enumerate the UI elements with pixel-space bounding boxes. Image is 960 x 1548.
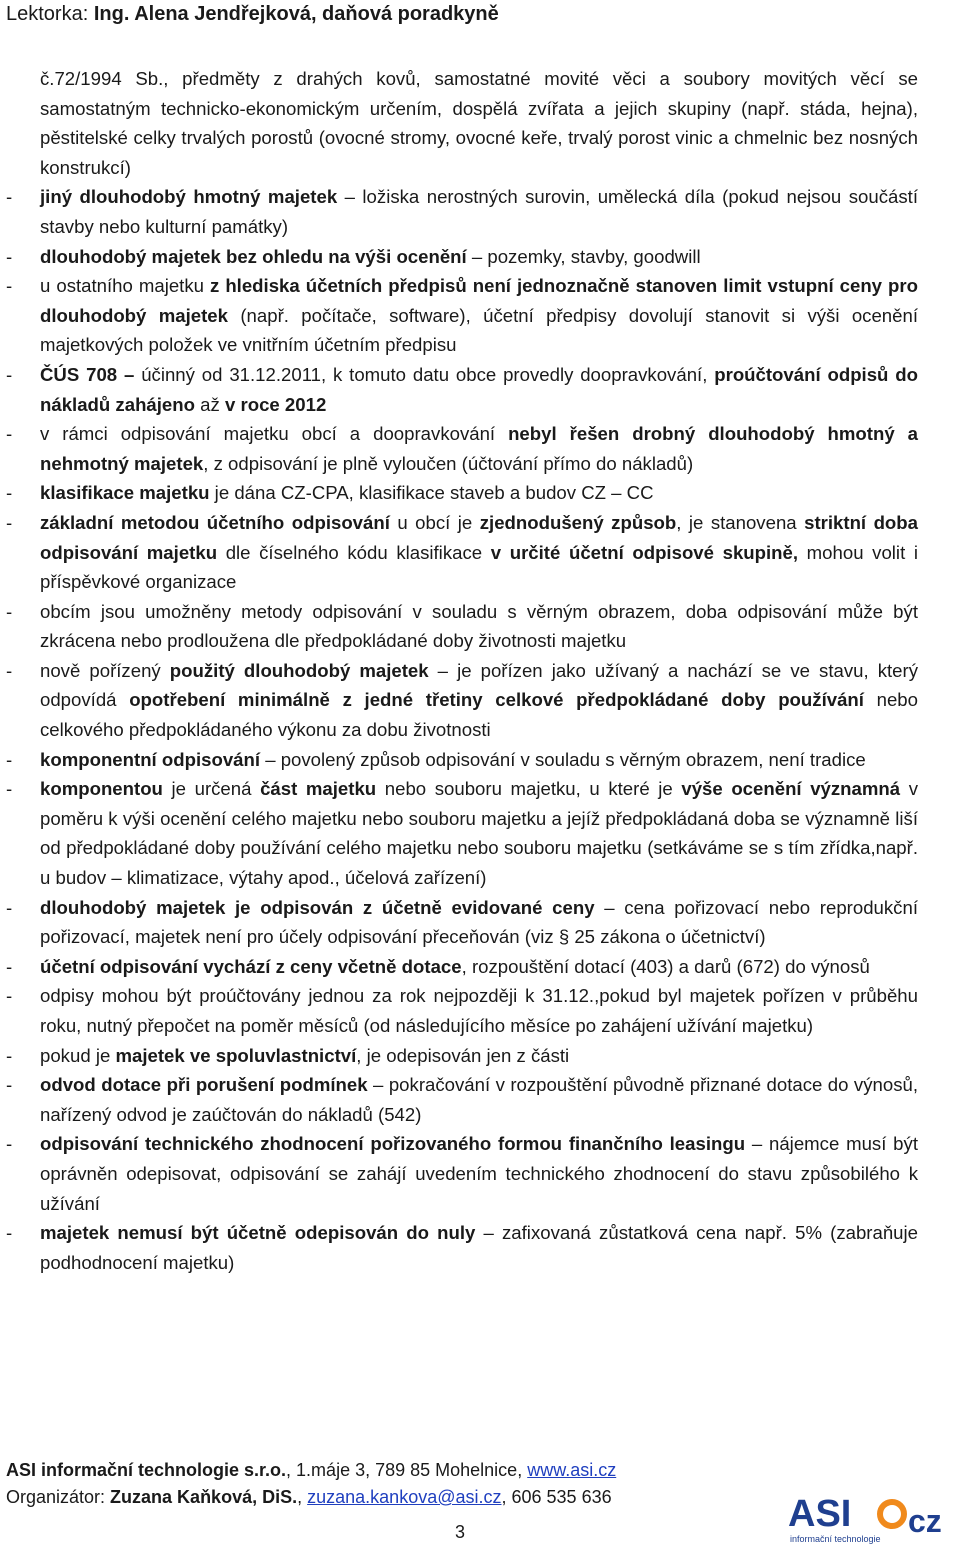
list-item xyxy=(0,745,918,775)
logo-ring-icon xyxy=(880,1502,904,1526)
list-item xyxy=(0,182,918,241)
list-item xyxy=(0,656,918,745)
list-item-text-run: nově pořízený xyxy=(40,659,170,681)
list-item-bold-run: z hlediska účetních předpisů není jednoznačně stanoven limit vstupní ceny pro dlouhodobý majetek xyxy=(40,275,918,326)
list-item-bold-run: striktní doba odpisování majetku xyxy=(40,511,918,563)
list-item-text-run: – je pořízen jako užívaný a nachází se ve stavu, který odpovídá xyxy=(40,659,918,711)
list-item-text-run: až xyxy=(195,393,225,415)
list-item-text-run: dle číselného kódu klasifikace xyxy=(217,541,491,563)
list-item-text-run: nebo souboru majetku, u které je xyxy=(376,778,682,800)
list-item xyxy=(0,1218,918,1277)
list-item-bold-run: ČÚS 708 – xyxy=(40,363,142,385)
list-item-text-run: – nájemce musí být oprávněn odepisovat, odpisování se zahájí uvedením technického zhodnocení do stavu způsobilého k užívání xyxy=(40,1133,918,1214)
list-item-bold-run: základní metodou účetního odpisování xyxy=(40,511,390,533)
list-item-text-run: účinný od 31.12.2011, k tomuto datu obce provedly doopravkování, xyxy=(141,363,715,385)
organizer-name: Zuzana Kaňková, DiS. xyxy=(110,1487,298,1507)
list-item-bold-run: použitý dlouhodobý majetek xyxy=(169,659,429,681)
list-item xyxy=(0,1129,918,1218)
footer-line-organizer xyxy=(6,1484,616,1511)
list-item xyxy=(0,1041,918,1071)
logo-text-cz: cz xyxy=(908,1503,942,1539)
list-item xyxy=(0,952,918,982)
list-item-bold-run: dlouhodobý majetek je odpisován z účetně evidované ceny xyxy=(40,896,595,918)
page-number: 3 xyxy=(455,1522,466,1542)
company-address: , 1.máje 3, 789 85 Mohelnice, xyxy=(286,1460,528,1480)
list-item-bold-run: účetní odpisování vychází z ceny včetně dotace xyxy=(40,955,462,977)
list-item-bold-run: majetek nemusí být účetně odepisován do nuly xyxy=(40,1222,476,1244)
page-footer xyxy=(6,1457,616,1511)
list-item-text-run: mohou volit i příspěvkové organizace xyxy=(40,541,918,593)
list-item-text-run: v poměru k výši ocenění celého majetku nebo souboru majetku a jejíž předpokládaná doba se významně liší od předpokládané doby používání celého majetku nebo souboru majetku (setkáváme se s tím zřídka,např. u budov – klimatizace, výtahy apod., účelová zařízení) xyxy=(40,778,919,889)
list-item-bold-run: komponentní odpisování xyxy=(40,748,261,770)
document-body xyxy=(0,64,960,1277)
list-item-text-run: – cena pořizovací nebo reprodukční pořizovací, majetek není pro účely odpisování přeceňován (viz § 25 zákona o účetnictví) xyxy=(40,896,918,948)
logo-tagline: informační technologie xyxy=(790,1534,881,1544)
list-item xyxy=(0,893,918,952)
page-header xyxy=(6,2,499,26)
list-item-bold-run: proúčtování odpisů do nákladů zahájeno xyxy=(40,363,918,415)
list-item-bold-run: majetek ve spoluvlastnictví xyxy=(115,1044,357,1066)
list-item-bold-run: výše ocenění významná xyxy=(681,778,901,800)
list-item-text-run: pokud je xyxy=(40,1044,116,1066)
organizer-label: Organizátor: xyxy=(6,1487,111,1507)
list-item-bold-run: v roce 2012 xyxy=(224,393,327,415)
list-item-text-run: , rozpouštění dotací (403) a darů (672) do výnosů xyxy=(461,955,870,977)
list-item xyxy=(0,242,918,272)
list-item xyxy=(0,774,918,892)
list-item-bold-run: opotřebení minimálně z jedné třetiny celkové předpokládané doby používání xyxy=(129,689,864,711)
list-item-text-run: , z odpisování je plně vyloučen (účtování přímo do nákladů) xyxy=(203,452,694,474)
organizer-phone: , 606 535 636 xyxy=(501,1487,612,1507)
list-item-text-run: , je stanovena xyxy=(676,511,805,533)
organizer-sep: , xyxy=(297,1487,308,1507)
list-item-bold-run: jiný dlouhodobý hmotný majetek xyxy=(40,186,338,208)
intro-paragraph: č.72/1994 Sb., předměty z drahých kovů, samostatné movité věci a soubory movitých věcí se samostatným technicko-ekonomickým určením, dospělá zvířata a jejich skupiny (např. stáda, hejna), pěstitelské celky trvalých porostů (ovocné stromy, ovocné keře, trvalý porost vinic a chmelnic bez nosných konstrukcí) xyxy=(40,68,918,178)
list-item-bold-run: v určité účetní odpisové skupině, xyxy=(490,541,799,563)
asi-logo xyxy=(786,1488,958,1546)
list-item-text-run: – zafixovaná zůstatková cena např. 5% (zabraňuje podhodnocení majetku) xyxy=(40,1222,918,1273)
list-item-text-run: obcím jsou umožněny metody odpisování v souladu s věrným obrazem, doba odpisování může být zkrácena nebo prodloužena dle předpokládané doby životnosti majetku xyxy=(40,600,918,652)
list-item xyxy=(0,508,918,597)
list-item xyxy=(0,597,918,656)
list-item-bold-run: zjednodušený způsob xyxy=(479,511,677,533)
list-item-bold-run: klasifikace majetku xyxy=(40,482,210,504)
list-item xyxy=(0,360,918,419)
list-item-text-run: v rámci odpisování majetku obcí a doopravkování xyxy=(40,423,509,445)
list-item-text-run: , je odepisován jen z části xyxy=(356,1044,570,1066)
list-item-bold-run: dlouhodobý majetek bez ohledu na výši ocenění xyxy=(40,245,467,267)
lecturer-name: Ing. Alena Jendřejková, daňová poradkyně xyxy=(93,3,499,25)
list-item xyxy=(0,478,918,508)
organizer-email-link[interactable]: zuzana.kankova@asi.cz xyxy=(307,1487,502,1507)
list-item-text-run: – pozemky, stavby, goodwill xyxy=(466,245,701,267)
company-name: ASI informační technologie s.r.o. xyxy=(6,1460,287,1480)
bullet-list xyxy=(0,182,960,1277)
list-item-text-run: je určená xyxy=(162,778,261,800)
list-item xyxy=(0,1070,918,1129)
list-item-text-run: – pokračování v rozpouštění původně přiznané dotace do výnosů, nařízený odvod je zaúčtován do nákladů (542) xyxy=(40,1074,919,1125)
list-item-bold-run: odvod dotace při porušení podmínek xyxy=(40,1074,368,1096)
list-item-text-run: – ložiska nerostných surovin, umělecká díla (pokud nejsou součástí stavby nebo kulturní památky) xyxy=(40,186,918,237)
list-item-bold-run: část majetku xyxy=(260,778,377,800)
list-item-text-run: nebo celkového předpokládaného výkonu za dobu životnosti xyxy=(40,689,918,741)
list-item-text-run: odpisy mohou být proúčtovány jednou za rok nejpozději k 31.12.,pokud byl majetek pořízen v průběhu roku, nutný přepočet na poměr měsíců (od následujícího měsíce po zahájení užívání majetku) xyxy=(40,985,918,1036)
list-item-bold-run: komponentou xyxy=(40,778,163,800)
list-item xyxy=(0,419,918,478)
list-item xyxy=(0,271,918,360)
list-item-text-run: – povolený způsob odpisování v souladu s věrným obrazem, není tradice xyxy=(260,748,866,770)
list-item-bold-run: odpisování technického zhodnocení pořizovaného formou finančního leasingu xyxy=(40,1133,746,1155)
company-website-link[interactable]: www.asi.cz xyxy=(527,1460,617,1480)
list-item-text-run: (např. počítače, software), účetní předpisy dovolují stanovit si výši ocenění majetkových položek ve vnitřním účetním předpisu xyxy=(40,304,918,356)
list-item-bold-run: nebyl řešen drobný dlouhodobý hmotný a nehmotný majetek xyxy=(40,423,918,474)
list-item xyxy=(0,981,918,1040)
list-item-text-run: je dána CZ-CPA, klasifikace staveb a budov CZ – CC xyxy=(209,482,654,504)
header-prefix: Lektorka: xyxy=(6,3,94,25)
list-item-text-run: u ostatního majetku xyxy=(40,275,210,297)
list-item-text-run: u obcí je xyxy=(389,511,480,533)
logo-text-main: ASI xyxy=(788,1493,852,1535)
footer-line-company xyxy=(6,1457,616,1484)
